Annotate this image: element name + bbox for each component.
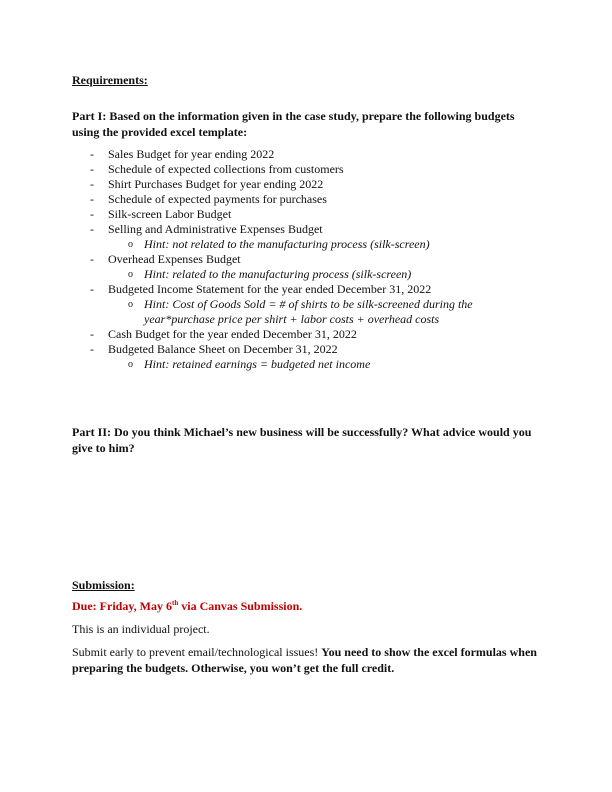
list-item-label: Sales Budget for year ending 2022 <box>108 147 275 161</box>
due-suffix: via Canvas Submission. <box>178 599 303 613</box>
dash-bullet: - <box>90 282 94 296</box>
part2-question <box>72 425 531 456</box>
individual-note: This is an individual project. <box>72 622 210 636</box>
list-item-label: Silk-screen Labor Budget <box>108 207 232 221</box>
part1-instructions <box>72 109 515 140</box>
dash-bullet: - <box>90 342 94 356</box>
submission-note <box>72 645 542 676</box>
list-item-label: Budgeted Income Statement for the year ended December 31, 2022 <box>108 282 432 296</box>
dash-bullet: - <box>90 252 94 266</box>
note-bold-line1: You need to show the excel formulas when <box>321 645 537 659</box>
submission-heading: Submission: <box>72 578 135 592</box>
dash-bullet: - <box>90 147 94 161</box>
dash-bullet: - <box>90 162 94 176</box>
hint-text: Hint: retained earnings = budgeted net income <box>144 357 371 371</box>
list-item-label: Schedule of expected collections from customers <box>108 162 344 176</box>
circle-bullet-icon: o <box>128 269 133 280</box>
part2-line1: Part II: Do you think Michael’s new business will be successfully? What advice would you <box>72 425 532 439</box>
list-item-label: Overhead Expenses Budget <box>108 252 241 266</box>
note-plain: Submit early to prevent email/technological issues! <box>72 645 322 659</box>
list-item-label: Selling and Administrative Expenses Budget <box>108 222 323 236</box>
dash-bullet: - <box>90 207 94 221</box>
requirements-heading: Requirements: <box>72 73 148 87</box>
dash-bullet: - <box>90 177 94 191</box>
hint-text: Hint: related to the manufacturing process (silk-screen) <box>144 267 412 281</box>
list-item-label: Budgeted Balance Sheet on December 31, 2022 <box>108 342 338 356</box>
dash-bullet: - <box>90 192 94 206</box>
list-item-label: Schedule of expected payments for purchases <box>108 192 327 206</box>
note-bold-line2: preparing the budgets. Otherwise, you won’t get the full credit. <box>72 660 395 675</box>
dash-bullet: - <box>90 222 94 236</box>
part2-line2: give to him? <box>72 440 135 455</box>
due-prefix: Due: Friday, May 6 <box>72 599 172 613</box>
part1-line2: using the provided excel template: <box>72 124 248 139</box>
hint-text-line2: year*purchase price per shirt + labor costs + overhead costs <box>144 312 440 326</box>
circle-bullet-icon: o <box>128 239 133 250</box>
due-date <box>72 599 302 614</box>
due-superscript: th <box>172 599 179 607</box>
part1-line1: Part I: Based on the information given in the case study, prepare the following budgets <box>72 109 515 123</box>
hint-text: Hint: not related to the manufacturing process (silk-screen) <box>144 237 430 251</box>
circle-bullet-icon: o <box>128 359 133 370</box>
dash-bullet: - <box>90 327 94 341</box>
circle-bullet-icon: o <box>128 299 133 310</box>
hint-text-line1: Hint: Cost of Goods Sold = # of shirts to be silk-screened during the <box>144 297 473 311</box>
list-item-label: Shirt Purchases Budget for year ending 2022 <box>108 177 324 191</box>
list-item-label: Cash Budget for the year ended December 31, 2022 <box>108 327 357 341</box>
